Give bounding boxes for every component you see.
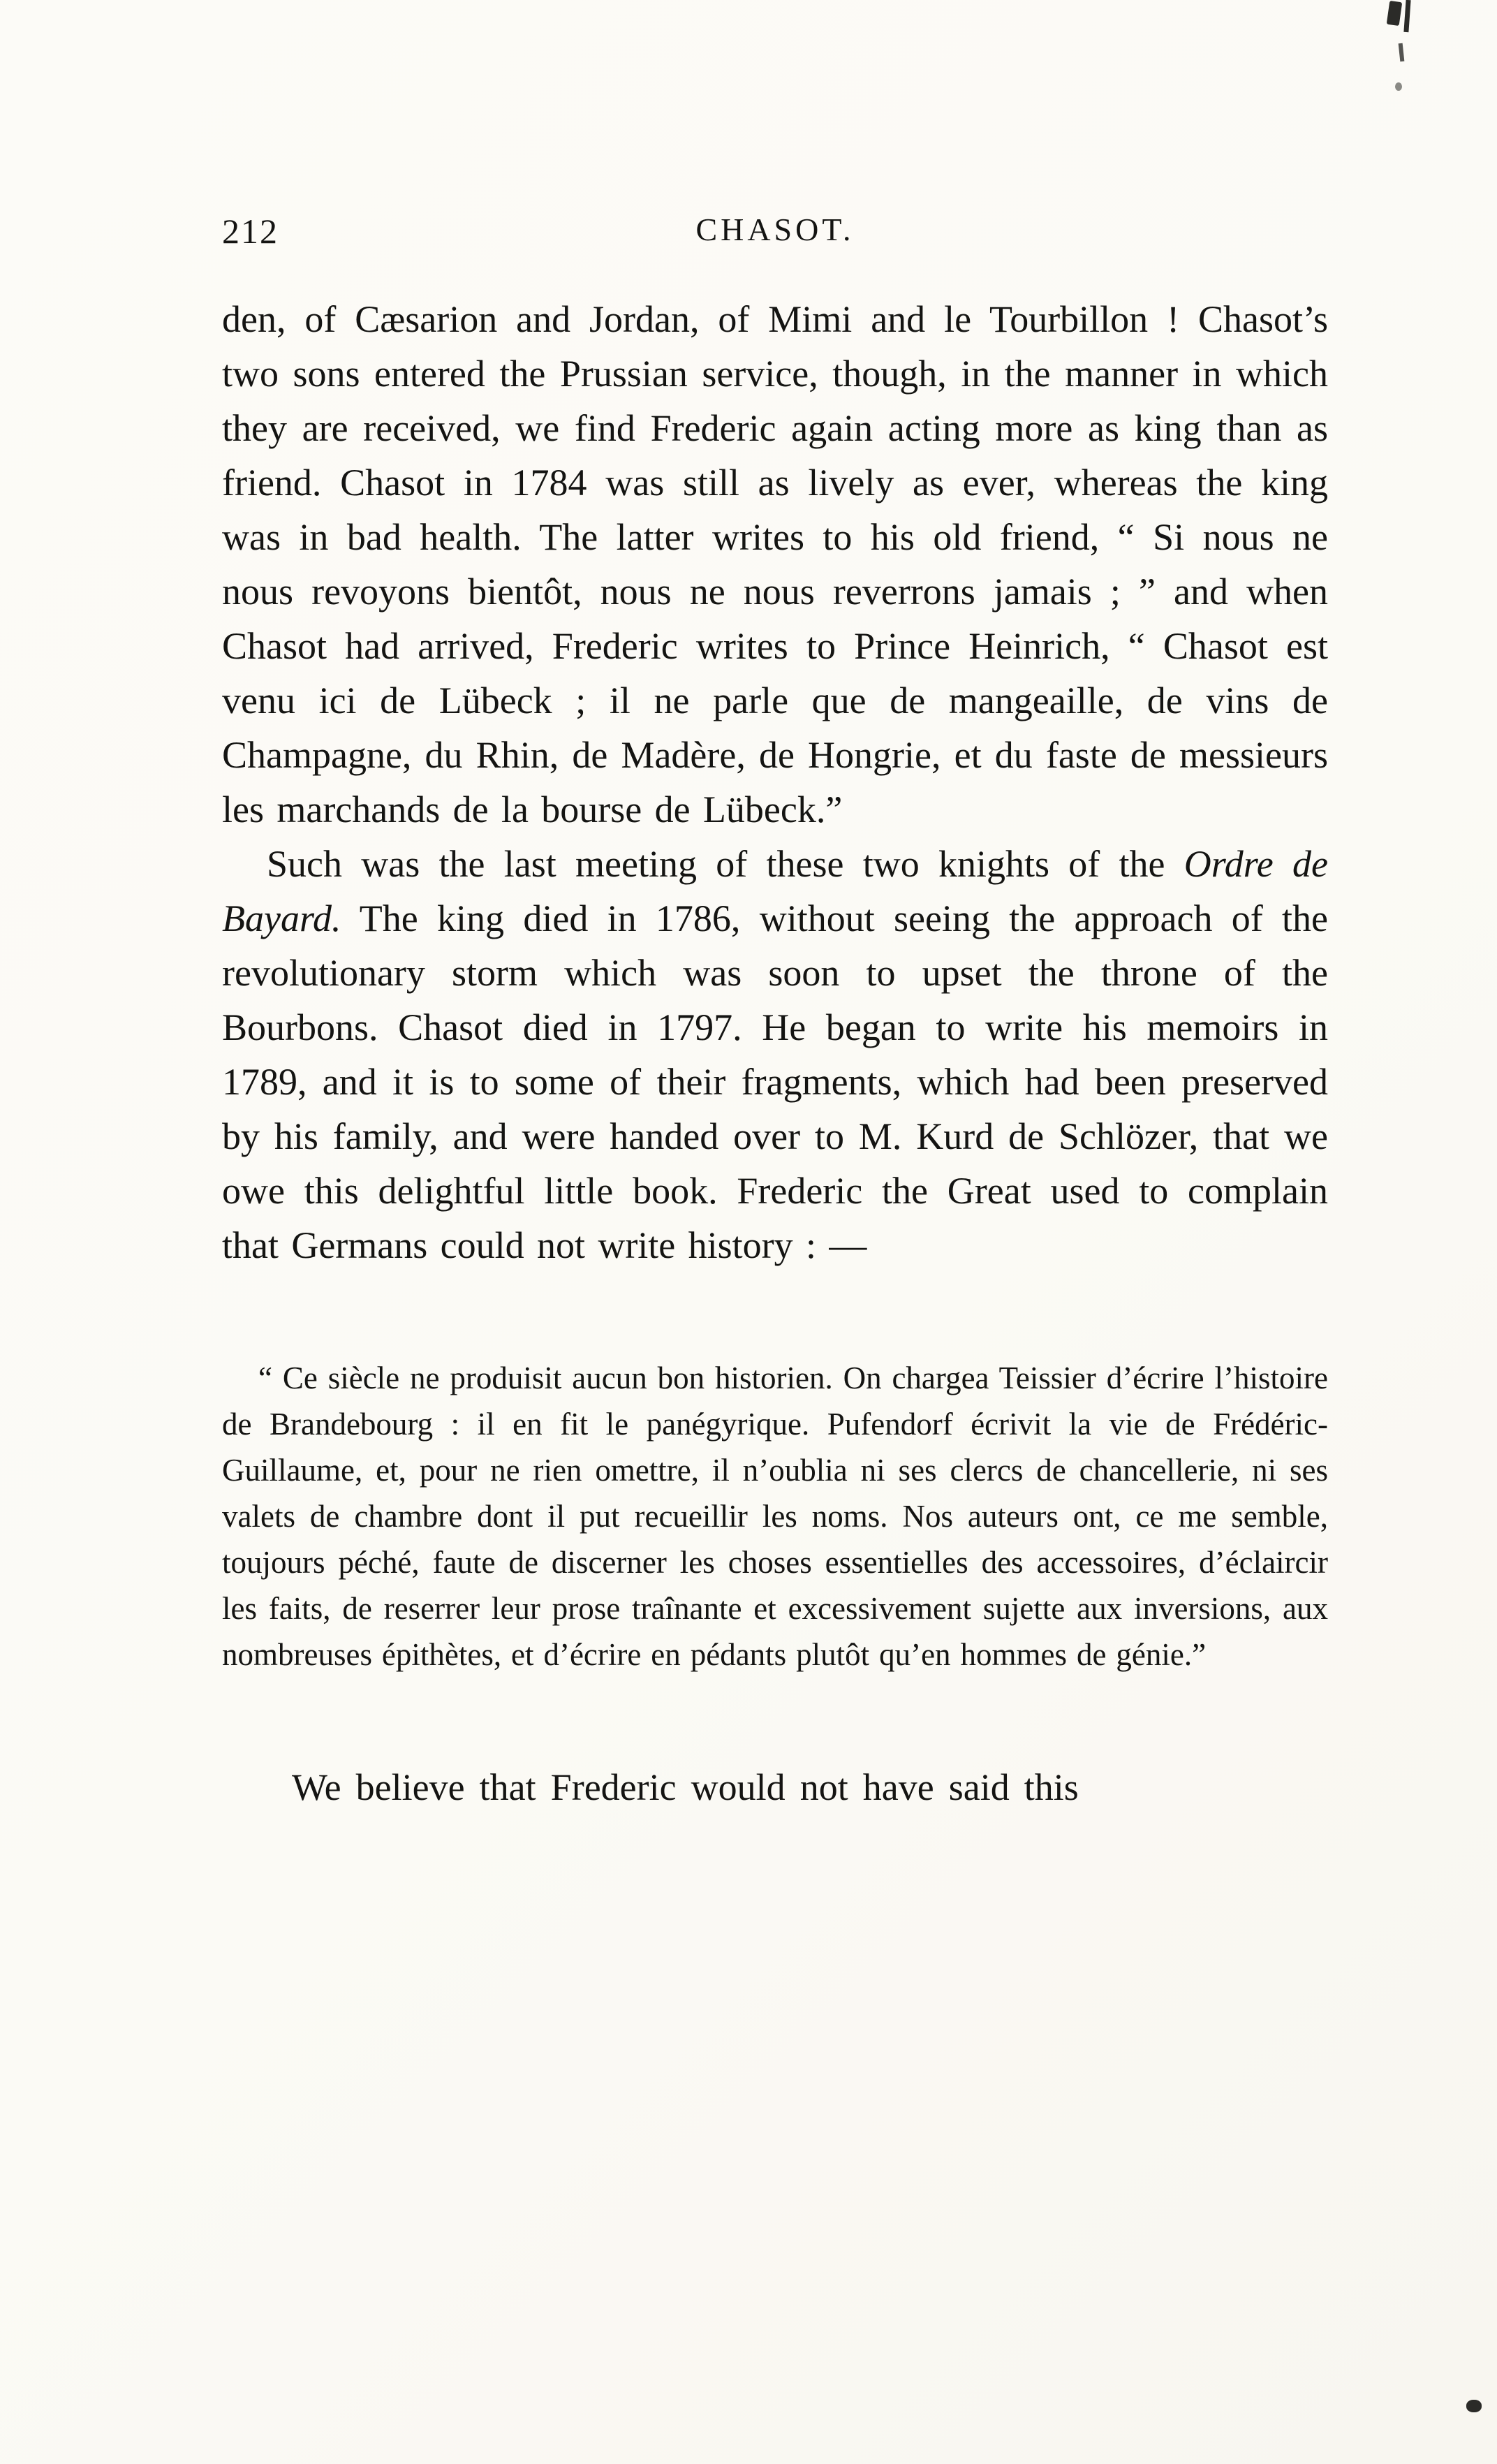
scan-artifact: [1387, 1, 1403, 26]
scan-artifact: [1403, 0, 1410, 32]
paragraph2-italic-title: Ordre de Bayard.: [222, 843, 1328, 939]
page-number: 212: [222, 212, 279, 251]
scan-artifact: [1395, 82, 1402, 91]
running-head: CHASOT.: [695, 212, 855, 247]
paragraph-last-meeting: [222, 837, 1328, 1273]
page-header: [222, 211, 1328, 253]
french-blockquote: “ Ce siècle ne produisit aucun bon historien. On chargea Teissier d’écrire l’histoire de Brandebourg : il en fit le panégyrique. Pufendorf écrivit la vie de Frédéric-Guillaume, et, pour ne rien omettre, il n’oublia ni ses clercs de chancellerie, ni ses valets de chambre dont il put recueillir les noms. Nos auteurs ont, ce me semble, toujours péché, faute de discerner les choses essentielles des accessoires, d’éclaircir les faits, de reserrer leur prose traînante et excessivement sujette aux inversions, aux nombreuses épithètes, et d’écrire en pédants plutôt qu’en hommes de génie.”: [222, 1361, 1328, 1672]
paragraph-continuation: den, of Cæsarion and Jordan, of Mimi and le Tourbillon ! Chasot’s two sons entered the Prussian service, though, in the manner in which they are received, we find Frederic again acting more as king than as friend. Chasot in 1784 was still as lively as ever, whereas the king was in bad health. The latter writes to his old friend, “ Si nous ne nous revoyons bientôt, nous ne nous reverrons jamais ; ” and when Chasot had arrived, Frederic writes to Prince Heinrich, “ Chasot est venu ici de Lübeck ; il ne parle que de mangeaille, de vins de Champagne, du Rhin, de Madère, de Hongrie, et du faste de messieurs les marchands de la bourse de Lübeck.”: [222, 298, 1328, 830]
paragraph2-pre: Such was the last meeting of these two knights of the: [267, 843, 1184, 885]
scan-artifact: [1466, 2400, 1482, 2412]
closing-paragraph: We believe that Frederic would not have said this: [292, 1766, 1079, 1808]
paragraph2-post: The king died in 1786, without seeing the approach of the revolutionary storm which was soon to upset the throne of the Bourbons. Chasot died in 1797. He began to write his memoirs in 1789, and it is to some of their fragments, which had been preserved by his family, and were handed over to M. Kurd de Schlözer, that we owe this delightful little book. Frederic the Great used to complain that Germans could not write history : —: [222, 897, 1328, 1266]
scan-artifact: [1399, 43, 1405, 61]
text-block: [222, 292, 1328, 1814]
